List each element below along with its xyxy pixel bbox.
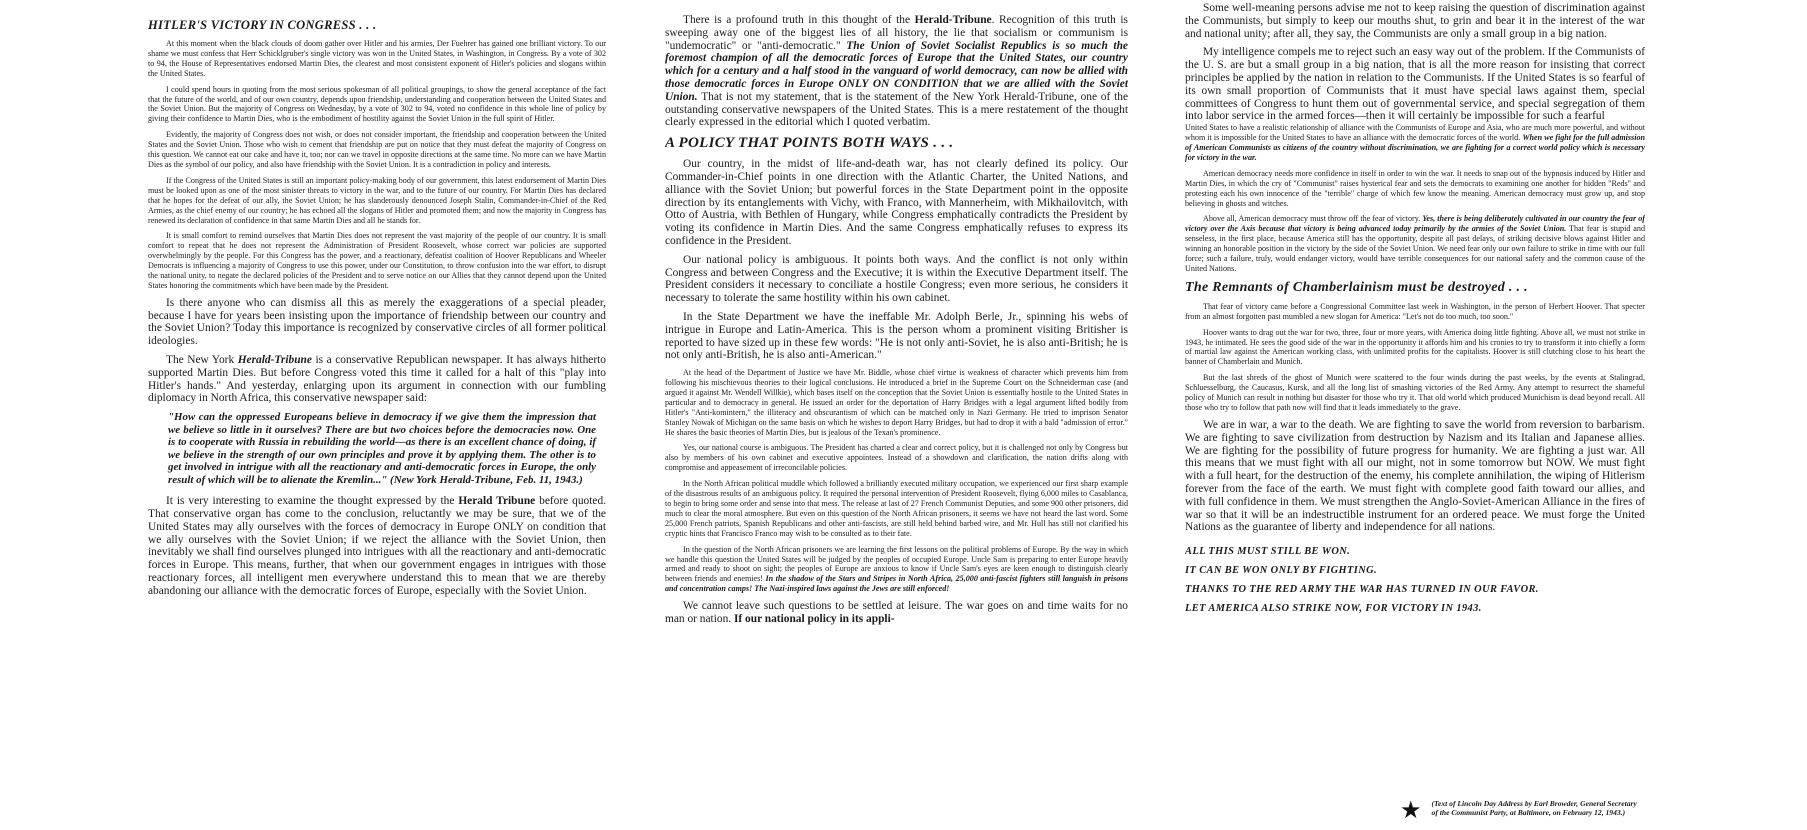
emphasis-text: If our national policy in its appli- bbox=[733, 612, 895, 625]
section-title: The Remnants of Chamberlainism must be destroyed . . . bbox=[1185, 279, 1528, 295]
paragraph-text: The New York bbox=[166, 354, 238, 367]
slogan: LET AMERICA ALSO STRIKE NOW, FOR VICTORY IN 1943. bbox=[1185, 603, 1482, 615]
footnote-text: (Text of Lincoln Day Address by Earl Browder, General Secretary of the Communist Party, at Baltimore, on February 12, 1943.) bbox=[1431, 799, 1637, 817]
emphasis-text: The Union of Soviet Socialist Republics is so much the foremost champion of all the democratic forces of Europe that the United States, our country which for a century and a half stood in the vanguard of world democracy, can now be allied with those democratic forces in Europe ONLY ON CONDITION that we are allied with the Soviet Union. bbox=[665, 39, 1128, 103]
paragraph: In the State Department we have the ineffable Mr. Adolph Berle, Jr., spinning his webs of intrigue in Europe and Latin-America. This is the person whom a prominent visiting Britisher is reported to have sized up in these few words: "He is not only anti-Soviet, he is also anti-British; he is not only anti-British, he is also anti-American." bbox=[665, 310, 1128, 362]
slogan-list bbox=[1185, 546, 1645, 614]
emphasis-text: Yes, there is being deliberately cultivated in our country the fear of victory over the Axis because that victory is being advanced today primarily by the armies of the Soviet Union. bbox=[1185, 214, 1645, 234]
emphasis-text: In the shadow of the Stars and Stripes in North Africa, 25,000 anti-fascist fighters still languish in prisons and concentration camps! The Nazi-inspired laws against the Jews are still enforced! bbox=[665, 574, 1128, 594]
section-title: HITLER'S VICTORY IN CONGRESS . . . bbox=[148, 18, 377, 32]
emphasis-text: When we fight for the full admission of American Communists as citizens of the country without discrimination, we are fighting for a correct world policy which is necessary for victory in the war. bbox=[1185, 133, 1645, 162]
paragraph: Our country, in the midst of life-and-death war, has not clearly defined its policy. Our Commander-in-Chief points in one direction with the Atlantic Charter, the United Nations, and alliance with the Soviet Union; but powerful forces in the State Department point in the opposite direction by its entanglements with Vichy, with Franco, with Mannerheim, with Mikhailovitch, with Otto of Austria, with Bethlen of Hungary, while Congress emphatically contradicts the President by voting its confidence in Martin Dies. And the same Congress emphatically refuses to express its confidence in the President. bbox=[665, 158, 1128, 247]
block-quote: "How can the oppressed Europeans believe in democracy if we give them the impression that we believe so little in it ourselves? There are but two choices before the democracies now. One is to cooperate with Russia in rebuilding the world—as there is an excellent chance of doing, if we believe in the strength of our own principles and prove it by applying them. The other is to get involved in intrigue with all the reactionary and anti-democratic forces in Europe, the only result of which will be to alienate the Kremlin..." (New York Herald-Tribune, Feb. 11, 1943.) bbox=[168, 411, 596, 486]
paragraph-text: is a conservative Republican newspaper. It has always hitherto supported Martin Dies. But before Congress voted this time it called for a halt of this "play into Hitler's hands." And yesterday, enlarging upon its argument in connection with our fumbling diplomacy in North Africa, this conservative newspaper said: bbox=[148, 354, 606, 405]
paragraph-text: There is a profound truth in this thought of the bbox=[683, 14, 915, 26]
paragraph bbox=[148, 495, 606, 597]
paragraph: Some well-meaning persons advise me not to keep raising the question of discrimination against the Communists, but simply to keep our mouths shut, to grin and bear it in the interest of the war and national unity; after all, they say, the Communists are only a small group in a big nation. bbox=[1185, 2, 1645, 40]
paragraph-text: In the question of the North African prisoners we are learning the first lessons on the political problems of Europe. By the way in which we handle this question the United States will be judged by the peoples of occupied Europe. Uncle Sam is preparing to enter Europe heavily armed and ready to shoot on sight; the peoples of Europe are anxious to know if Uncle Sam's eyes are keen enough to distinguish clearly between friends and enemies! bbox=[665, 544, 1128, 584]
paragraph: It is small comfort to remind ourselves that Martin Dies does not represent the vast majority of the people of our country. It is small comfort to repeat that he does not represent the Administration of President Roosevelt, whose correct war policies are supported overwhelmingly by the people. For this Congress has the power, and a reactionary, defeatist coalition of Hoover Republicans and Wheeler Democrats is influencing a majority of Congress to use this power, under our Constitution, to throw confusion into the war effort, to disrupt the national unity, to negate the declared policies of the President and to serve notice on our Allies that they cannot depend upon the United States honoring the commitments which have been made by the President. bbox=[148, 231, 606, 290]
paragraph: We are in war, a war to the death. We are fighting to save the world from reversion to barbarism. We are fighting to save civilization from destruction by Nazism and its Italian and Japanese allies. We are fighting for the possibility of future progress for humanity. We are fighting a just war. All this means that we must fight with all our might, not in some tomorrow but NOW. We must fight with a full heart, for the destruction of the enemy, his complete annihilation, the wiping of Hitlerism forever from the face of the earth. We must fight with complete good faith toward our allies, and with full confidence in them. We must strengthen the Anglo-Soviet-American Alliance in the fires of war so that it will be an indestructible instrument for an ordered peace. We must forge the United Nations as the guarantee of liberty and independence for all nations. bbox=[1185, 418, 1645, 534]
column-right bbox=[1185, 0, 1645, 830]
slogan: THANKS TO THE RED ARMY THE WAR HAS TURNED IN OUR FAVOR. bbox=[1185, 584, 1539, 596]
paragraph: That fear of victory came before a Congressional Committee last week in Washington, in the person of Herbert Hoover. That specter from an almost forgotten past mumbled a new slogan for America: "Let's not do too much, too soon." bbox=[1185, 301, 1645, 321]
paragraph-text: . Recognition of this truth is sweeping away one of the biggest lies of all history, the lie that socialism or communism is "undemocratic" or "anti-democratic." bbox=[665, 14, 1128, 52]
paragraph-text: United States to have a realistic relationship of alliance with the Communists of Europe and Asia, who are much more powerful, and without whom it is impossible for the United States to have an alliance with the democratic forces of the world. bbox=[1185, 123, 1645, 143]
paragraph bbox=[665, 14, 1128, 129]
paragraph: At the head of the Department of Justice we have Mr. Biddle, whose chief virtue is weakness of character which prevents him from following his mischievous theories to their logical conclusions. He introduced a brief in the Supreme Court on the Schneiderman case (and argued it against Mr. Wendell Willkie), which bases itself on the conception that the Soviet Union is essentially hostile to the United States in particular and to democracy in general. He issued an order for the deportation of Harry Bridges with a legal argument lifted bodily from Hitler's "Anti-komintern," the illiteracy and obscurantism of which can be matched only in Nazi Germany. He tried to imprison Senator Stanley Nowak of Michigan on the same basis on which he wishes to deport Harry Bridges, but had to drop it with a bald "admission of error." He shares the basic theories of Martin Dies, but is jealous of the Texan's prominence. bbox=[665, 368, 1128, 437]
footnote bbox=[1400, 800, 1645, 822]
paragraph: Yes, our national course is ambiguous. The President has charted a clear and correct policy, but it is challenged not only by Congress but also by members of his own cabinet and executive appointees. Instead of a showdown and clarification, the nation drifts along with compromise and appeasement of irreconcilable policies. bbox=[665, 443, 1128, 473]
paragraph: Evidently, the majority of Congress does not wish, or does not consider important, the friendship and cooperation between the United States and the Soviet Union. Those who wish to cement that friendship are put on notice that they must defeat the majority of Congress on this question. We cannot eat our cake and have it, too; nor can we travel in opposite directions at the same time. No more can we have Martin Dies as the symbol of our policy, and also have friendship with the Soviet Union. It is a contradiction in policy and interests. bbox=[148, 130, 606, 169]
star-icon: ★ bbox=[1400, 798, 1422, 824]
slogan: ALL THIS MUST STILL BE WON. bbox=[1185, 546, 1351, 558]
newspaper-name: Herald-Tribune bbox=[237, 354, 312, 367]
newspaper-name: Herald Tribune bbox=[458, 495, 536, 508]
paragraph: American democracy needs more confidence in itself in order to win the war. It needs to snap out of the hypnosis induced by Hitler and Martin Dies, in which the cry of "Communist" raises hysterical fear and sets the democrats to examining one another for hidden "Reds" and protesting each his own innocence of the "terrible" charge of which few know the meaning. American democracy must grow up, and stop believing in ghosts and witches. bbox=[1185, 168, 1645, 208]
paragraph-text: We cannot leave such questions to be settled at leisure. The war goes on and time waits for no man or nation. bbox=[665, 600, 1128, 625]
paragraph-text: before quoted. That conservative organ has come to the conclusion, reluctantly we may be sure, that we of the United States may ally ourselves with the forces of democracy in Europe ONLY on condition that we ally ourselves with the Soviet Union; if we reject the alliance with the Soviet Union, then inevitably we shall find ourselves plunged into intrigues with all the reactionary and anti-democratic forces in Europe. This means, further, that when our government engages in intrigues with those reactionary forces, all intelligent men everywhere understand this to mean that we are thereby abandoning our alliance with the democratic forces of Europe, especially with the Soviet Union. bbox=[148, 495, 606, 597]
paragraph bbox=[665, 600, 1128, 626]
paragraph-text: That fear is stupid and senseless, in the first place, because America still has the opportunity, despite all past delays, of striking decisive blows against Hitler and winning an honorable position in the victory by the side of the Soviet Union. We need fear only our own failure to strike in time with our full force; such a failure, truly, would endanger victory, would have terrible consequences for our national safety and the common cause of the United Nations. bbox=[1185, 224, 1645, 273]
newspaper-name: Herald-Tribune bbox=[914, 14, 992, 26]
paragraph: Our national policy is ambiguous. It points both ways. And the conflict is not only within Congress and between Congress and the Executive; it is within the Executive Department itself. The President considers it necessary to conciliate a hostile Congress; even more serious, he considers it necessary to tolerate the same hostility within his own cabinet. bbox=[665, 253, 1128, 305]
paragraph: Hoover wants to drag out the war for two, three, four or more years, with America doing little fighting. Above all, we must not strike in 1943, he intimated. He sees the good side of the war in the opportunity it affords him and his cronies to try to transform it into chiefly a form of martial law against the American working class, with unlimited profits for the capitalists. Hoover is still clutching close to his heart the banner of Chamberlain and Munich. bbox=[1185, 327, 1645, 367]
paragraph bbox=[665, 545, 1128, 595]
slogan: IT CAN BE WON ONLY BY FIGHTING. bbox=[1185, 565, 1378, 577]
paragraph: In the North African political muddle which followed a brilliantly executed military occupation, we experienced our first sharp example of the disastrous results of an ambiguous policy. It required the personal intervention of President Roosevelt, flying 6,000 miles to Casablanca, to begin to bring some order and sense into that mess. The release at last of 27 French Communist Deputies, and some 900 other prisoners, did much to clear the moral atmosphere. But even on this question of the North African prisoners, it seems we have not heard the last word. Some 25,000 French patriots, Spanish Republicans and other anti-fascists, are still held behind barbed wire, and Mr. Hull has still not clarified his cryptic hints that Francisco Franco may wish to be consulted as to their fate. bbox=[665, 479, 1128, 538]
paragraph: If the Congress of the United States is still an important policy-making body of our government, this latest endorsement of Martin Dies must be looked upon as one of the most sinister threats to victory in the war, and to the future of our country. For Martin Dies has declared that he hopes for the defeat of our ally, the Soviet Union; he has slanderously denounced Joseph Stalin, Commander-in-Chief of the Red Armies, as the chief enemy of our country; he has echoed all the slogans of Hitler and promoted them; and now the majority in Congress has renewed its declaration of confidence in that same Martin Dies and all he stands for. bbox=[148, 175, 606, 225]
paragraph: At this moment when the black clouds of doom gather over Hitler and his armies, Der Fuehrer has gained one brilliant victory. To our shame we must confess that Herr Schicklgruber's single victory was won in the United States, in Washington, in Congress. By a vote of 302 to 94, the House of Representatives endorsed Martin Dies, the clearest and most consistent exponent of Hitler's policies and slogans within the United States. bbox=[148, 39, 606, 78]
paragraph: But the last shreds of the ghost of Munich were scattered to the four winds during the past weeks, by the events at Stalingrad, Schluesselburg, the Caucasus, Kursk, and all the long list of smashing victories of the Red Army. Any attempt to resurrect the shameful policy of Munich can result in nothing but disaster for those who try it. That old world which produced Munichism is dead beyond recall. All those who try to follow that path now will find that it leads immediately to the grave. bbox=[1185, 373, 1645, 413]
paragraph bbox=[148, 354, 606, 405]
paragraph bbox=[1185, 214, 1645, 273]
paragraph: Is there anyone who can dismiss all this as merely the exaggerations of a special pleader, because I have for years been insisting upon the importance of friendship between our country and the Soviet Union? Today this importance is recognized by conservative circles of all former political ideologies. bbox=[148, 296, 606, 348]
paragraph-text: That is not my statement, that is the statement of the New York Herald-Tribune, one of the outstanding conservative newspapers of the United States. This is a mere restatement of the thought clearly expressed in the editorial which I quoted verbatim. bbox=[665, 90, 1128, 129]
paragraph: I could spend hours in quoting from the most serious spokesman of all political groupings, to show the general acceptance of the fact that the future of the world, and of our own country, depends upon friendship, understanding and cooperation between the United States and the Soviet Union. But the majority of Congress on Wednesday, by a vote of 302 to 94, voted no confidence in this whole line of policy by giving their confidence to Martin Dies, who is the embodiment of hostility against the Soviet Union in the full spirit of Hitler. bbox=[148, 84, 606, 124]
paragraph-text: Above all, American democracy must throw off the fear of victory. bbox=[1203, 214, 1423, 224]
column-middle bbox=[665, 0, 1128, 830]
paragraph-text: It is very interesting to examine the thought expressed by the bbox=[166, 495, 459, 508]
paragraph bbox=[1185, 123, 1645, 163]
paragraph: My intelligence compels me to reject such an easy way out of the problem. If the Communists of the U. S. are but a small group in a big nation, that is all the more reason for insisting that correct principles be applied by the nation in relation to the Communists. If the United States is so fearful of its own small proportion of Communists that it must have special laws against them, special committees of Congress to hunt them out of governmental service, and special segregation of them into labor service in the armed forces—then it will certainly be impossible for such a fearful bbox=[1185, 46, 1645, 123]
section-title: A POLICY THAT POINTS BOTH WAYS . . . bbox=[665, 135, 954, 152]
column-left bbox=[148, 0, 606, 830]
